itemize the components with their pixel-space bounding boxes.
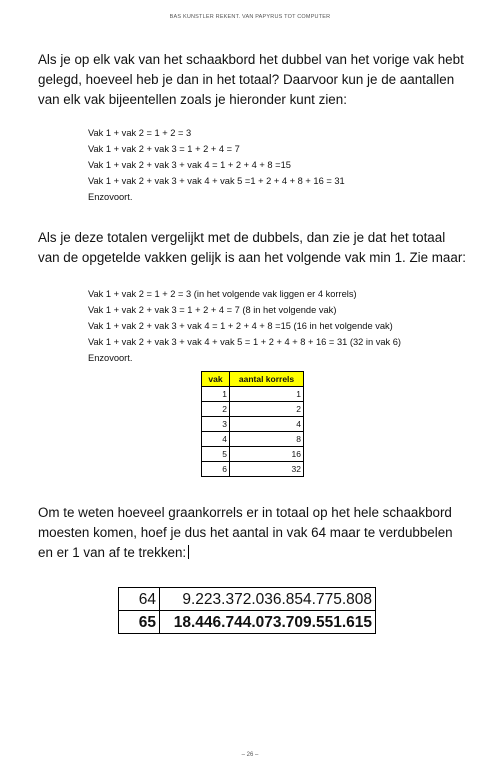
table-row — [202, 432, 304, 447]
cell-aantal: 2 — [230, 402, 304, 417]
sum-line: Vak 1 + vak 2 + vak 3 + vak 4 + vak 5 = 1 + 2 + 4 + 8 + 16 = 31 (32 in vak 6) — [88, 337, 402, 347]
conclusion-line: moesten komen, hoef je dus het aantal in vak 64 maar te verdubbelen — [38, 525, 453, 540]
conclusion-line-wrapper — [38, 543, 478, 563]
compare-paragraph — [38, 228, 478, 268]
text-cursor — [188, 545, 189, 559]
cell-aantal: 32 — [230, 462, 304, 477]
table-row — [119, 611, 376, 634]
sum-line: Vak 1 + vak 2 = 1 + 2 = 3 (in het volgende vak liggen er 4 korrels) — [88, 289, 357, 299]
table-header-row — [202, 372, 304, 387]
cell-vak: 6 — [202, 462, 230, 477]
cell-korrels-value: 18.446.744.073.709.551.615 — [160, 611, 376, 634]
column-header-vak: vak — [202, 372, 230, 387]
sum-line: Enzovoort. — [88, 192, 133, 202]
cell-vak: 3 — [202, 417, 230, 432]
column-header-aantal: aantal korrels — [230, 372, 304, 387]
cell-aantal: 16 — [230, 447, 304, 462]
sum-line: Vak 1 + vak 2 + vak 3 = 1 + 2 + 4 = 7 — [88, 144, 240, 154]
page-number: – 26 – — [241, 752, 259, 758]
cell-aantal: 4 — [230, 417, 304, 432]
sum-list-2 — [88, 286, 488, 366]
conclusion-paragraph — [38, 503, 478, 563]
cell-vak: 4 — [202, 432, 230, 447]
intro-line: Als je op elk vak van het schaakbord het dubbel van het vorige vak hebt — [38, 52, 464, 67]
cell-vak-number: 64 — [119, 588, 160, 611]
table-row — [202, 462, 304, 477]
cell-vak: 5 — [202, 447, 230, 462]
intro-paragraph — [38, 50, 478, 110]
sum-line: Vak 1 + vak 2 + vak 3 + vak 4 + vak 5 =1 + 2 + 4 + 8 + 16 = 31 — [88, 176, 345, 186]
sum-list-1 — [88, 125, 488, 205]
sum-line: Vak 1 + vak 2 + vak 3 = 1 + 2 + 4 = 7 (8 in het volgende vak) — [88, 305, 337, 315]
cell-vak: 1 — [202, 387, 230, 402]
conclusion-line: en er 1 van af te trekken: — [38, 545, 187, 560]
running-header: BAS KUNSTLER REKENT. VAN PAPYRUS TOT COMPUTER — [169, 14, 331, 20]
table-row — [119, 588, 376, 611]
cell-aantal: 8 — [230, 432, 304, 447]
cell-vak: 2 — [202, 402, 230, 417]
sum-line: Vak 1 + vak 2 + vak 3 + vak 4 = 1 + 2 + 4 + 8 =15 (16 in het volgende vak) — [88, 321, 393, 331]
table-row — [202, 402, 304, 417]
intro-line: van elk vak bijeentellen zoals je hieronder kunt zien: — [38, 92, 347, 107]
big-number-table — [118, 587, 376, 634]
sum-line: Vak 1 + vak 2 = 1 + 2 = 3 — [88, 128, 192, 138]
table-row — [202, 417, 304, 432]
sum-line: Enzovoort. — [88, 353, 133, 363]
cell-aantal: 1 — [230, 387, 304, 402]
compare-line: Als je deze totalen vergelijkt met de dubbels, dan zie je dat het totaal — [38, 230, 446, 245]
korrels-table — [201, 371, 304, 477]
intro-line: gelegd, hoeveel heb je dan in het totaal? Daarvoor kun je de aantallen — [38, 72, 455, 87]
sum-line: Vak 1 + vak 2 + vak 3 + vak 4 = 1 + 2 + 4 + 8 =15 — [88, 160, 291, 170]
table-row — [202, 387, 304, 402]
conclusion-line: Om te weten hoeveel graankorrels er in totaal op het hele schaakbord — [38, 505, 452, 520]
cell-vak-number: 65 — [119, 611, 160, 634]
compare-line: van de opgetelde vakken gelijk is aan het volgende vak min 1. Zie maar: — [38, 250, 467, 265]
cell-korrels-value: 9.223.372.036.854.775.808 — [160, 588, 376, 611]
table-row — [202, 447, 304, 462]
